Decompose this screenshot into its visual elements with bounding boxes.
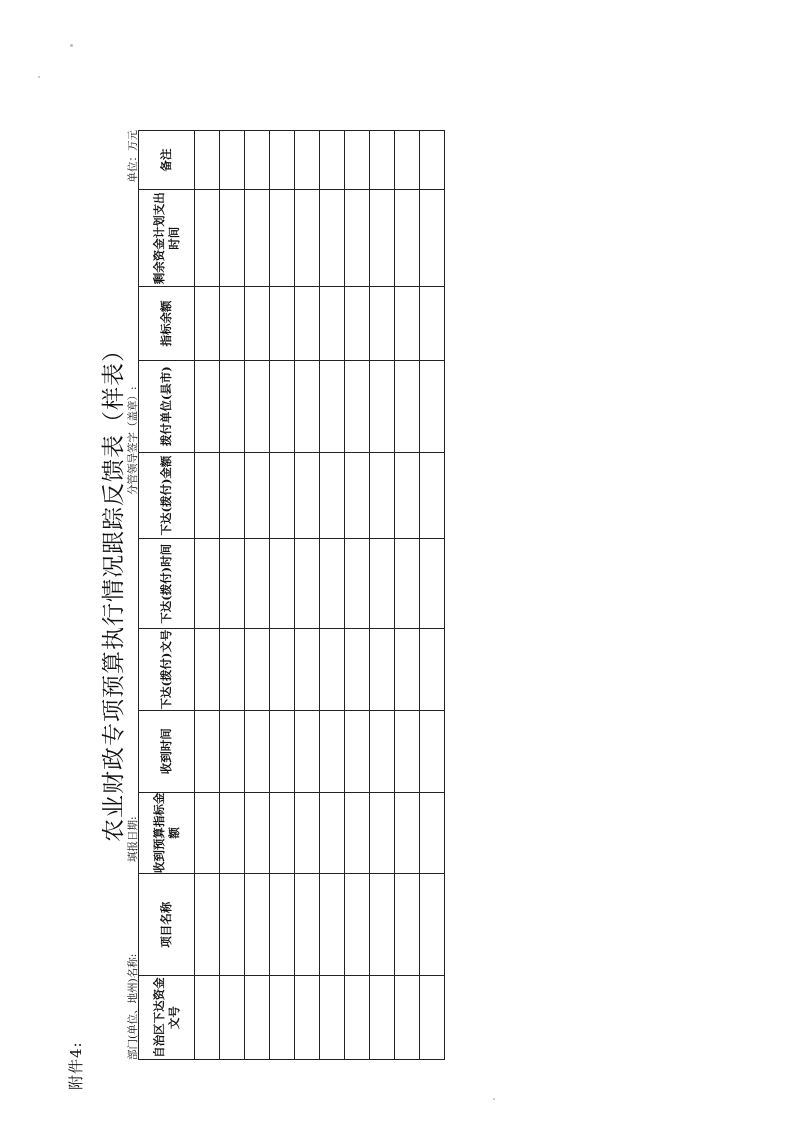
empty-cell[interactable] bbox=[395, 874, 420, 976]
empty-cell[interactable] bbox=[420, 629, 445, 711]
table-row bbox=[195, 131, 220, 1060]
empty-cell[interactable] bbox=[345, 287, 370, 361]
empty-cell[interactable] bbox=[295, 539, 320, 629]
column-header: 备注 bbox=[139, 131, 195, 190]
empty-cell[interactable] bbox=[370, 287, 395, 361]
empty-cell[interactable] bbox=[270, 190, 295, 287]
empty-cell[interactable] bbox=[195, 452, 220, 539]
table-row bbox=[220, 131, 245, 1060]
empty-cell[interactable] bbox=[345, 792, 370, 874]
empty-cell[interactable] bbox=[245, 976, 270, 1060]
empty-cell[interactable] bbox=[195, 190, 220, 287]
empty-cell[interactable] bbox=[370, 874, 395, 976]
empty-cell[interactable] bbox=[370, 190, 395, 287]
empty-cell[interactable] bbox=[420, 539, 445, 629]
empty-cell[interactable] bbox=[320, 360, 345, 452]
empty-cell[interactable] bbox=[245, 287, 270, 361]
column-header: 项目名称 bbox=[139, 874, 195, 976]
empty-cell[interactable] bbox=[395, 792, 420, 874]
empty-cell[interactable] bbox=[220, 452, 245, 539]
empty-cell[interactable] bbox=[395, 629, 420, 711]
empty-cell[interactable] bbox=[295, 287, 320, 361]
empty-cell[interactable] bbox=[245, 131, 270, 190]
empty-cell[interactable] bbox=[320, 976, 345, 1060]
empty-cell[interactable] bbox=[420, 874, 445, 976]
empty-cell[interactable] bbox=[245, 874, 270, 976]
empty-cell[interactable] bbox=[220, 287, 245, 361]
empty-cell[interactable] bbox=[195, 539, 220, 629]
table-row bbox=[320, 131, 345, 1060]
empty-cell[interactable] bbox=[245, 360, 270, 452]
empty-cell[interactable] bbox=[370, 360, 395, 452]
empty-cell[interactable] bbox=[220, 710, 245, 792]
column-header: 剩余资金计划支出时间 bbox=[139, 190, 195, 287]
empty-cell[interactable] bbox=[420, 976, 445, 1060]
empty-cell[interactable] bbox=[245, 539, 270, 629]
empty-cell[interactable] bbox=[295, 629, 320, 711]
empty-cell[interactable] bbox=[345, 710, 370, 792]
empty-cell[interactable] bbox=[295, 131, 320, 190]
fill-date-label: 填报日期: bbox=[127, 816, 139, 862]
empty-cell[interactable] bbox=[270, 710, 295, 792]
empty-cell[interactable] bbox=[220, 792, 245, 874]
empty-cell[interactable] bbox=[370, 131, 395, 190]
empty-cell[interactable] bbox=[195, 360, 220, 452]
table-row bbox=[395, 131, 420, 1060]
scan-speck bbox=[493, 1098, 495, 1100]
empty-cell[interactable] bbox=[395, 452, 420, 539]
empty-cell[interactable] bbox=[295, 360, 320, 452]
empty-cell[interactable] bbox=[420, 792, 445, 874]
empty-cell[interactable] bbox=[220, 874, 245, 976]
empty-cell[interactable] bbox=[270, 287, 295, 361]
empty-cell[interactable] bbox=[270, 874, 295, 976]
empty-cell[interactable] bbox=[345, 452, 370, 539]
empty-cell[interactable] bbox=[195, 792, 220, 874]
empty-cell[interactable] bbox=[245, 629, 270, 711]
empty-cell[interactable] bbox=[295, 792, 320, 874]
empty-cell[interactable] bbox=[320, 792, 345, 874]
scan-speck bbox=[38, 76, 40, 78]
column-header: 下达(拨付)文号 bbox=[139, 629, 195, 711]
empty-cell[interactable] bbox=[370, 792, 395, 874]
empty-cell[interactable] bbox=[245, 190, 270, 287]
empty-cell[interactable] bbox=[420, 360, 445, 452]
empty-cell[interactable] bbox=[320, 287, 345, 361]
empty-cell[interactable] bbox=[270, 131, 295, 190]
empty-cell[interactable] bbox=[345, 539, 370, 629]
empty-cell[interactable] bbox=[245, 710, 270, 792]
empty-cell[interactable] bbox=[220, 190, 245, 287]
empty-cell[interactable] bbox=[420, 190, 445, 287]
empty-cell[interactable] bbox=[420, 710, 445, 792]
empty-cell[interactable] bbox=[370, 539, 395, 629]
empty-cell[interactable] bbox=[195, 710, 220, 792]
empty-cell[interactable] bbox=[270, 976, 295, 1060]
empty-cell[interactable] bbox=[195, 874, 220, 976]
empty-cell[interactable] bbox=[220, 360, 245, 452]
table-row bbox=[295, 131, 320, 1060]
empty-cell[interactable] bbox=[370, 452, 395, 539]
form-title: 农业财政专项预算执行情况跟踪反馈表（样表） bbox=[101, 338, 127, 842]
empty-cell[interactable] bbox=[345, 976, 370, 1060]
empty-cell[interactable] bbox=[270, 360, 295, 452]
empty-cell[interactable] bbox=[395, 976, 420, 1060]
empty-cell[interactable] bbox=[320, 710, 345, 792]
column-header: 收到预算指标金额 bbox=[139, 792, 195, 874]
empty-cell[interactable] bbox=[395, 131, 420, 190]
table-header-row bbox=[139, 131, 195, 1060]
empty-cell[interactable] bbox=[270, 629, 295, 711]
table-row bbox=[345, 131, 370, 1060]
rotated-form-sheet bbox=[65, 130, 455, 1090]
empty-cell[interactable] bbox=[195, 131, 220, 190]
empty-cell[interactable] bbox=[345, 629, 370, 711]
empty-cell[interactable] bbox=[245, 792, 270, 874]
tracking-table bbox=[138, 130, 445, 1060]
empty-cell[interactable] bbox=[395, 710, 420, 792]
column-header: 自治区下达资金文号 bbox=[139, 976, 195, 1060]
empty-cell[interactable] bbox=[295, 190, 320, 287]
empty-cell[interactable] bbox=[270, 792, 295, 874]
empty-cell[interactable] bbox=[195, 629, 220, 711]
empty-cell[interactable] bbox=[420, 452, 445, 539]
empty-cell[interactable] bbox=[370, 976, 395, 1060]
empty-cell[interactable] bbox=[395, 190, 420, 287]
empty-cell[interactable] bbox=[320, 629, 345, 711]
empty-cell[interactable] bbox=[320, 539, 345, 629]
empty-cell[interactable] bbox=[295, 710, 320, 792]
empty-cell[interactable] bbox=[220, 629, 245, 711]
empty-cell[interactable] bbox=[270, 452, 295, 539]
empty-cell[interactable] bbox=[370, 710, 395, 792]
empty-cell[interactable] bbox=[195, 287, 220, 361]
department-name-label: 部门(单位、地州)名称: bbox=[127, 953, 139, 1060]
empty-cell[interactable] bbox=[270, 539, 295, 629]
column-header: 收到时间 bbox=[139, 710, 195, 792]
scan-speck bbox=[70, 44, 73, 47]
empty-cell[interactable] bbox=[345, 874, 370, 976]
empty-cell[interactable] bbox=[345, 131, 370, 190]
empty-cell[interactable] bbox=[220, 976, 245, 1060]
empty-cell[interactable] bbox=[320, 131, 345, 190]
empty-cell[interactable] bbox=[320, 190, 345, 287]
column-header: 拨付单位(县市) bbox=[139, 360, 195, 452]
empty-cell[interactable] bbox=[395, 287, 420, 361]
table-row bbox=[270, 131, 295, 1060]
empty-cell[interactable] bbox=[420, 287, 445, 361]
table-body bbox=[195, 131, 445, 1060]
empty-cell[interactable] bbox=[395, 539, 420, 629]
attachment-label: 附件4: bbox=[67, 1041, 85, 1090]
leader-signature-label: 分管领导签字（盖章）: bbox=[127, 386, 139, 495]
empty-cell[interactable] bbox=[420, 131, 445, 190]
empty-cell[interactable] bbox=[320, 452, 345, 539]
empty-cell[interactable] bbox=[220, 539, 245, 629]
table-row bbox=[370, 131, 395, 1060]
empty-cell[interactable] bbox=[195, 976, 220, 1060]
empty-cell[interactable] bbox=[295, 874, 320, 976]
empty-cell[interactable] bbox=[220, 131, 245, 190]
table-row bbox=[245, 131, 270, 1060]
table-row bbox=[420, 131, 445, 1060]
empty-cell[interactable] bbox=[395, 360, 420, 452]
empty-cell[interactable] bbox=[345, 190, 370, 287]
empty-cell[interactable] bbox=[345, 360, 370, 452]
empty-cell[interactable] bbox=[320, 874, 345, 976]
empty-cell[interactable] bbox=[295, 976, 320, 1060]
column-header: 指标余额 bbox=[139, 287, 195, 361]
empty-cell[interactable] bbox=[295, 452, 320, 539]
empty-cell[interactable] bbox=[245, 452, 270, 539]
unit-label: 单位：万元 bbox=[127, 130, 139, 183]
column-header: 下达(拨付)时间 bbox=[139, 539, 195, 629]
empty-cell[interactable] bbox=[370, 629, 395, 711]
column-header: 下达(拨付)金额 bbox=[139, 452, 195, 539]
